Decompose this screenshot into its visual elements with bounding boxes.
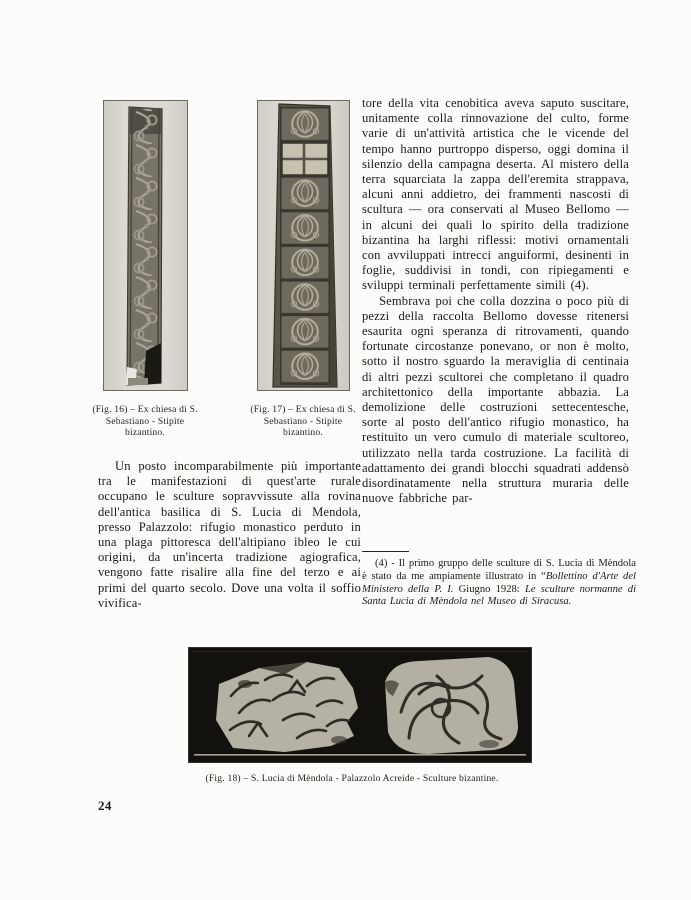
- figure-16-photo: [103, 100, 188, 391]
- figure-18-photo: [188, 647, 532, 763]
- paragraph: tore della vita cenobitica aveva saputo suscitare, unitamente colla rinnovazione del culto, forme varie di un'attività artistica che le vicende del tempo hanno purtroppo disperso, oggi domina il silenzio della campagna deserta. Al mistero della terra squarciata la zappa dell'eremita strappava, alcuni anni addietro, dei frammenti nascosti di scultura — ora conservati al Museo Bellomo — in alcuni dei quali lo spirito della tradizione bizantina ha larghi riflessi: motivi ornamentali con avviluppati intrecci anguiformi, desinenti in foglie, suddivisi in tondi, con ripiegamenti e sviluppi terminali perfettamente simili (4).: [362, 96, 629, 293]
- page-number: 24: [98, 798, 112, 813]
- figure-16-caption: (Fig. 16) – Ex chiesa di S. Sebastiano - Stipite bizantino.: [92, 404, 198, 439]
- right-text-column: [362, 96, 629, 506]
- footnote-roman-2: Giugno 1928:: [453, 583, 525, 595]
- footnote-rule: [362, 551, 409, 552]
- paragraph: Un posto incomparabilmente più importante tra le manifestazioni di quest'arte rurale occupano le sculture sopravvissute alla rovina dell'antica basilica di S. Lucia di Mendola, presso Palazzolo: rifugio monastico perduto in una plaga pittoresca dell'altipiano ibleo le cui origini, da un'incerta tradizione agiografica, vengono fatte risalire alla fine del terzo e ai primi del quarto secolo. Dove una volta il soffio vivifica-: [98, 459, 361, 610]
- footnote: [362, 558, 636, 609]
- left-text-column: [98, 459, 361, 611]
- pilaster-vine-carving-image: [104, 101, 187, 390]
- footnote-italic-2: Le sculture normanne di Santa Lucia di Mèndola nel Museo di Siracusa.: [362, 583, 637, 608]
- figure-17-photo: [257, 100, 350, 391]
- pilaster-palmette-carving-image: [258, 101, 349, 390]
- interlace-fragment: [385, 657, 518, 754]
- footnote-text: [362, 558, 636, 609]
- figure-17-caption: (Fig. 17) – Ex chiesa di S. Sebastiano - Stipite bizantino.: [250, 404, 356, 439]
- paragraph: Sembrava poi che colla dozzina o poco più di pezzi della raccolta Bellomo dovesse ritenersi esaurita ogni speranza di ritrovamenti, quando fortunate circostanze ponevano, or non è molto, sotto il nostro sguardo la meraviglia di centinaia di altri pezzi scultorei che completano il quadro architettonico della importante abbazia. La demolizione delle costruzioni settecentesche, sorte al posto dell'antico rifugio monastico, ha restituito un vero cumulo di materiale scultoreo, utilizzato nella tarda costruzione. La facilità di adattamento dei grandi blocchi squadrati addensò disordinatamente nella struttura muraria delle nuove fabbriche par-: [362, 293, 629, 506]
- figure-18-caption: (Fig. 18) – S. Lucia di Mèndola - Palazzolo Acreide - Sculture bizantine.: [205, 773, 499, 784]
- footnote-italic-1: Bollettino d'Arte del Ministero della P. I.: [362, 570, 636, 595]
- footnote-roman-1: (4) - Il primo gruppo delle sculture di S. Lucia di Mèndola è stato da me ampiamente illustrato in “: [362, 558, 636, 582]
- sculpture-fragments-image: [189, 648, 531, 762]
